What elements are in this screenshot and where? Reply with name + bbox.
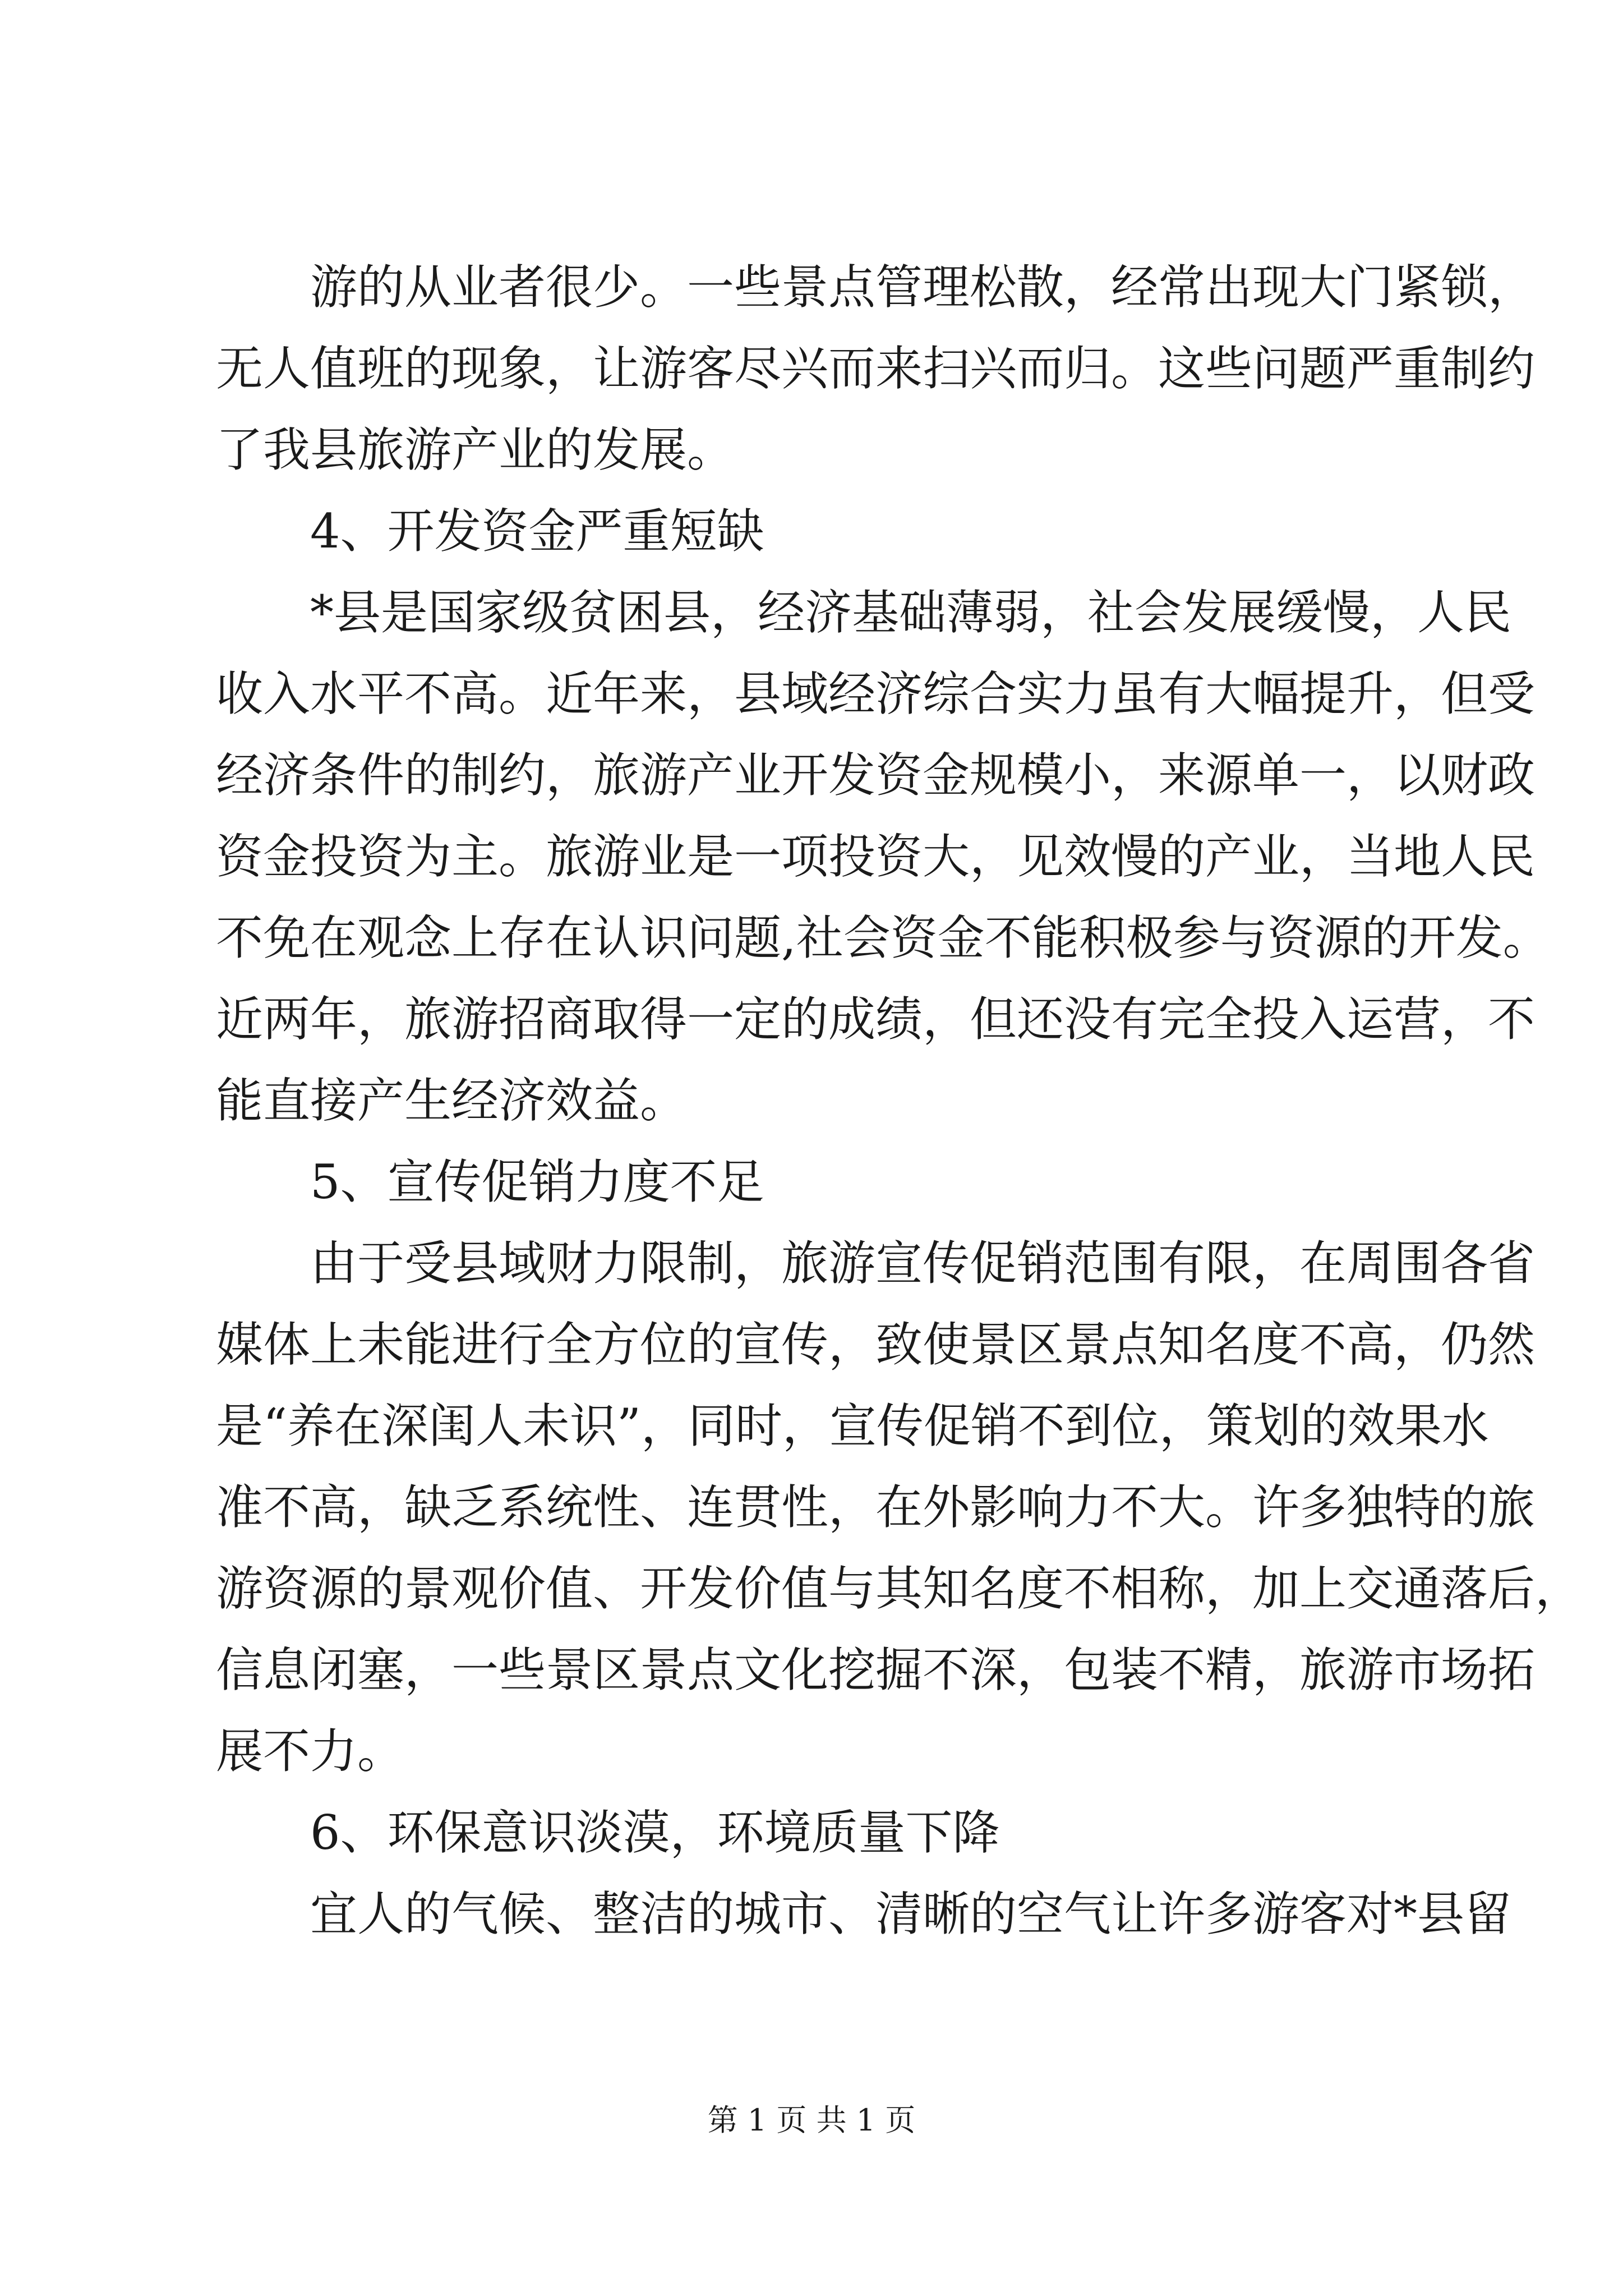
paragraph-line: 资金投资为主。旅游业是一项投资大，见效慢的产业，当地人民 xyxy=(216,829,1536,884)
paragraph-line: 游资源的景观价值、开发价值与其知名度不相称，加上交通落后， xyxy=(216,1561,1583,1616)
paragraph-line: 近两年，旅游招商取得一定的成绩，但还没有完全投入运营，不 xyxy=(216,992,1536,1047)
paragraph-line: 收入水平不高。近年来，县域经济综合实力虽有大幅提升，但受 xyxy=(216,666,1536,721)
paragraph-line: 是“养在深闺人未识”，同时，宣传促销不到位，策划的效果水 xyxy=(216,1398,1489,1453)
page-footer xyxy=(0,2101,1623,2140)
section-heading: 5、宣传促销力度不足 xyxy=(310,1154,764,1209)
paragraph-line: 准不高，缺乏系统性、连贯性，在外影响力不大。许多独特的旅 xyxy=(216,1480,1536,1535)
paragraph-line: 展不力。 xyxy=(216,1724,405,1779)
paragraph-line: 经济条件的制约，旅游产业开发资金规模小，来源单一，以财政 xyxy=(216,748,1536,803)
paragraph-line: 由于受县域财力限制，旅游宣传促销范围有限，在周围各省 xyxy=(310,1236,1536,1291)
paragraph-line: 游的从业者很少。一些景点管理松散，经常出现大门紧锁， xyxy=(310,260,1536,315)
paragraph-line: 无人值班的现象，让游客尽兴而来扫兴而归。这些问题严重制约 xyxy=(216,341,1536,396)
paragraph-line: 媒体上未能进行全方位的宣传，致使景区景点知名度不高，仍然 xyxy=(216,1317,1536,1372)
paragraph-line: 不免在观念上存在认识问题,社会资金不能积极参与资源的开发。 xyxy=(216,910,1550,965)
page-number: 第 1 页 共 1 页 xyxy=(707,2102,916,2138)
document-body xyxy=(216,247,1583,1955)
section-heading: 6、环保意识淡漠，环境质量下降 xyxy=(310,1805,1000,1860)
paragraph-line: 了我县旅游产业的发展。 xyxy=(216,422,735,477)
paragraph-line: *县是国家级贫困县，经济基础薄弱，社会发展缓慢，人民 xyxy=(310,585,1512,640)
paragraph-line: 宜人的气候、整洁的城市、清晰的空气让许多游客对*县留 xyxy=(310,1887,1512,1941)
paragraph-line: 能直接产生经济效益。 xyxy=(216,1073,688,1128)
section-heading: 4、开发资金严重短缺 xyxy=(310,504,764,559)
paragraph-line: 信息闭塞，一些景区景点文化挖掘不深，包装不精，旅游市场拓 xyxy=(216,1642,1536,1697)
